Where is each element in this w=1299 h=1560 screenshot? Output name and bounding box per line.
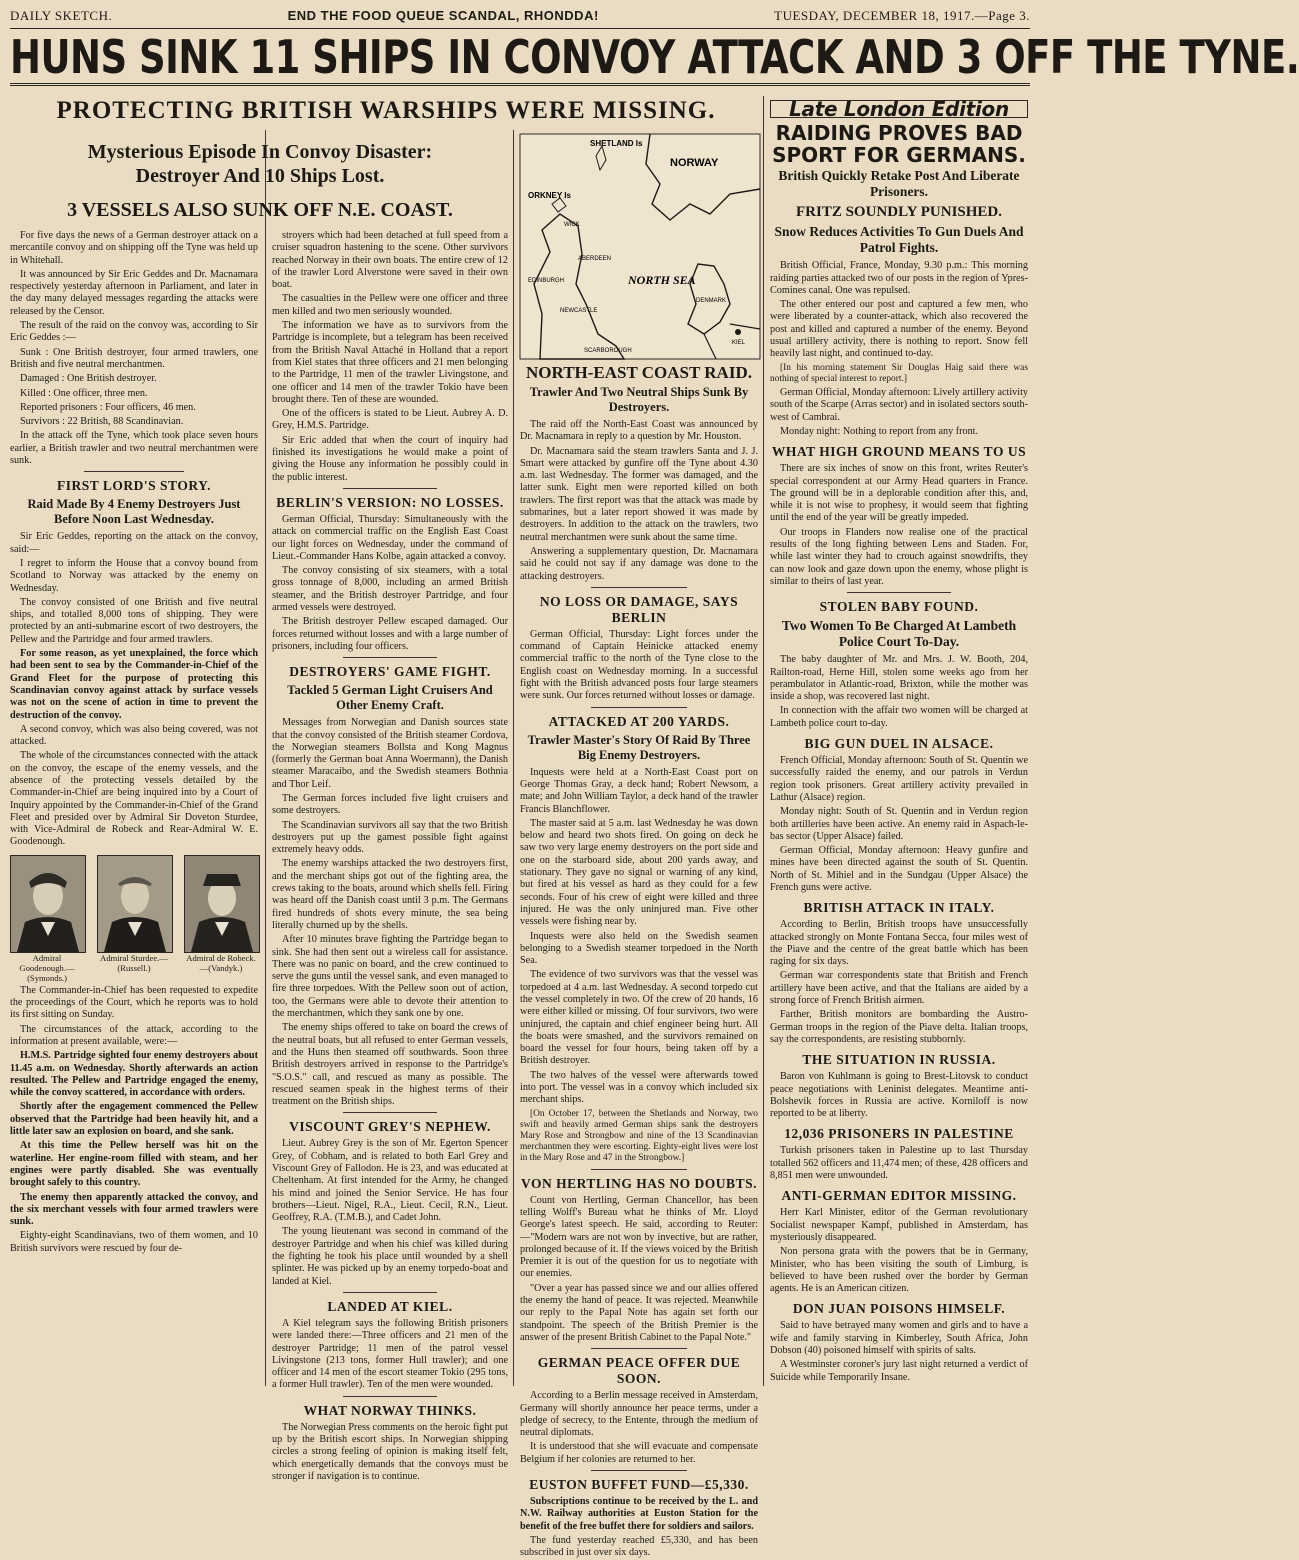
- article-paragraph: Monday night: South of St. Quentin and in Verdun region both artilleries have been active. An enemy raid in Aspach-le-bas sector (Upper Alsace) failed.: [770, 806, 1028, 842]
- column-1: [10, 230, 258, 1386]
- article-paragraph: In the attack off the Tyne, which took place seven hours earlier, a British trawler and two neutral merchantmen were sunk.: [10, 430, 258, 467]
- article-paragraph: The Scandinavian survivors all say that the two British destroyers put up the gamest possible fight against extremely heavy odds.: [272, 819, 508, 856]
- article-paragraph: The young lieutenant was second in command of the destroyer Partridge and when his chief was killed during the fighting he took his place until wounded by a shell splinter. He was picked up by an enemy torpedo-boat and landed at Kiel.: [272, 1226, 508, 1287]
- admiral-portraits: [10, 855, 258, 983]
- article-paragraph: The master said at 5 a.m. last Wednesday he was down below and heard two shots fired. On going on deck he saw two very large enemy destroyers on the port side and one on the starboard side, about 200 yards away, and stationary. They gave no signal or warning of any kind, but fired at his vessel as hard as they could for a few seconds. Four of his crew of eight were killed and three injured. He was the only uninjured man. Five other vessels were fishing near by.: [520, 817, 758, 928]
- article-paragraph: A Westminster coroner's jury last night returned a verdict of Suicide while Temporarily Insane.: [770, 1359, 1028, 1383]
- section-heading: ANTI-GERMAN EDITOR MISSING.: [781, 1188, 1017, 1204]
- map-label: SHETLAND Is: [590, 139, 643, 148]
- article-paragraph: German Official, Monday afternoon: Heavy gunfire and mines have been directed against the south of St. Quentin. North of St. Mihiel and in the Sundgau (Upper Alsace) the French guns were active.: [770, 845, 1028, 893]
- admiral-portrait-image: [97, 855, 173, 953]
- divider: [591, 1169, 686, 1170]
- article-paragraph: H.M.S. Partridge sighted four enemy destroyers about 11.45 a.m. on Wednesday. Shortly afterwards an action resulted. The Pellew and Partridge engaged the enemy, while the convoy scattered, in accordance with orders.: [10, 1050, 258, 1099]
- map-label: NORTH SEA: [628, 273, 696, 287]
- section-heading: THE SITUATION IN RUSSIA.: [802, 1052, 996, 1068]
- article-grid: [10, 96, 1030, 1559]
- section-heading: 12,036 PRISONERS IN PALESTINE: [784, 1126, 1014, 1142]
- section-heading: ATTACKED AT 200 YARDS.: [548, 713, 730, 729]
- lead-deck: Mysterious Episode In Convoy Disaster: Destroyer And 10 Ships Lost.: [87, 141, 433, 187]
- article-paragraph: German war correspondents state that British and French artillery have been active, and that the Italians are aided by a strong force of French British airmen.: [770, 970, 1028, 1007]
- banner-headline: HUNS SINK 11 SHIPS IN CONVOY ATTACK AND 3 OFF THE TYNE.: [10, 30, 1299, 85]
- section-heading: GERMAN PEACE OFFER DUE SOON.: [537, 1355, 741, 1387]
- section-heading: EUSTON BUFFET FUND—£5,330.: [529, 1477, 749, 1493]
- divider: [84, 471, 183, 472]
- divider: [343, 488, 437, 489]
- article-paragraph: Lieut. Aubrey Grey is the son of Mr. Egerton Spencer Grey, of Cobham, and is related to both Earl Grey and Viscount Grey of Fallodon. He is 23, and was educated at Cheltenham. At first intended for the Army, he changed his mind and joined the Senior Service. He has four brothers—Lieut. Nigel, R.A., Lieut. Cecil, R.N., Lieut. Geoffrey, R.A. (T.M.B.), and Cadet John.: [272, 1138, 508, 1224]
- article-paragraph: Farther, British monitors are bombarding the Austro-German troops in the region of the Piave delta. Italian troops, say the correspondents, are resisting stubbornly.: [770, 1009, 1028, 1045]
- article-paragraph: "Over a year has passed since we and our allies offered the enemy the hand of peace. It was rejected. Meanwhile our reply to the Papal Note has again set forth our standpoint. The speech of the British Premier is the answer of the present British Cabinet to the Papal Note.": [520, 1282, 758, 1343]
- lead-deck-block: [10, 132, 510, 222]
- section-heading: DON JUAN POISONS HIMSELF.: [792, 1301, 1006, 1317]
- article-paragraph: A second convoy, which was also being covered, was not attacked.: [10, 723, 258, 748]
- map-label: NEWCASTLE: [560, 308, 598, 314]
- map-label: ABERDEEN: [578, 256, 612, 262]
- paper-name: DAILY SKETCH.: [10, 8, 113, 23]
- article-paragraph: Inquests were held at a North-East Coast port on George Thomas Gray, a deck hand; Robert Newsom, a mate; and John William Taylor, a deck hand of the trawler Francis Blanchflower.: [520, 766, 758, 815]
- issue-date: TUESDAY, DECEMBER 18, 1917.—Page 3.: [774, 8, 1030, 23]
- article-paragraph: Turkish prisoners taken in Palestine up to last Thursday totalled 562 officers and 11,474 men; of these, 428 officers and 8,851 men were unwounded.: [770, 1145, 1028, 1182]
- article-paragraph: The Commander-in-Chief has been requested to expedite the proceedings of the Court, which he reports was to hold its first sitting on Sunday.: [10, 984, 258, 1021]
- column-rule: [265, 130, 266, 1386]
- section-subheading: Two Women To Be Charged At Lambeth Police Court To-Day.: [781, 618, 1017, 650]
- section-heading: FRITZ SOUNDLY PUNISHED.: [795, 204, 1002, 221]
- column-4: [770, 97, 1029, 1386]
- article-paragraph: There are six inches of snow on this front, writes Reuter's special correspondent at our Army Head quarters in France. The ground will be in a deplorable condition after this, and, while it is not wise to prophesy, it would seem that fighting until the end of the year will be greatly impeded.: [770, 463, 1028, 524]
- article-paragraph: British Official, France, Monday, 9.30 p.m.: This morning raiding parties attacked two of our posts in the region of Ypres-Comines canal. One was repulsed.: [770, 260, 1028, 296]
- column-2: [272, 230, 508, 1482]
- section-heading: STOLEN BABY FOUND.: [819, 599, 979, 615]
- masthead-rule: [10, 28, 1030, 29]
- article-paragraph: The result of the raid on the convoy was, according to Sir Eric Geddes :—: [10, 320, 258, 344]
- article-paragraph: Herr Karl Minister, editor of the German revolutionary Socialist newspaper Kampf, published in Amsterdam, has mysteriously disappeared.: [770, 1207, 1028, 1243]
- masthead-slogan: END THE FOOD QUEUE SCANDAL, RHONDDA!: [287, 8, 599, 23]
- article-paragraph: One of the officers is stated to be Lieut. Aubrey A. D. Grey, H.M.S. Partridge.: [272, 408, 508, 432]
- section-subheading: Trawler Master's Story Of Raid By Three Big Enemy Destroyers.: [527, 732, 751, 762]
- portrait-caption: Admiral Goodenough.—(Symonds.): [19, 952, 75, 983]
- article-paragraph: The two halves of the vessel were afterwards towed into port. The vessel was in a convoy which included six merchant ships.: [520, 1069, 758, 1106]
- portrait-goodenough: [10, 855, 84, 983]
- lead-headline-block: [10, 96, 762, 126]
- article-paragraph: The enemy then apparently attacked the convoy, and the six merchant vessels with four armed trawlers were sunk.: [10, 1191, 258, 1228]
- article-paragraph: Baron von Kuhlmann is going to Brest-Litovsk to conduct peace negotiations with Leninist delegates. Meantime anti-Bolshevik forces in Russia are active. Korniloff is now reported to be at liberty.: [770, 1071, 1028, 1120]
- article-paragraph: The raid off the North-East Coast was announced by Dr. Macnamara in reply to a question by Mr. Houston.: [520, 419, 758, 443]
- article-paragraph: Eighty-eight Scandinavians, two of them women, and 10 British survivors were rescued by four de-: [10, 1230, 258, 1254]
- section-heading: BERLIN'S VERSION: NO LOSSES.: [276, 494, 504, 510]
- article-paragraph: In connection with the affair two women will be charged at Lambeth police court to-day.: [770, 705, 1028, 729]
- article-paragraph: Sir Eric Geddes, reporting on the attack on the convoy, said:—: [10, 531, 258, 555]
- article-paragraph: According to a Berlin message received in Amsterdam, Germany will shortly announce her peace terms, under a pledge of secrecy, to the Entente, through the medium of neutral diplomats.: [520, 1390, 758, 1439]
- section-subheading: Raid Made By 4 Enemy Destroyers Just Before Noon Last Wednesday.: [27, 497, 241, 527]
- divider: [343, 1396, 437, 1397]
- article-paragraph: Answering a supplementary question, Dr. Macnamara said he could not say if any damage was done to the attacking destroyers.: [520, 545, 758, 582]
- article-paragraph: stroyers which had been detached at full speed from a cruiser squadron hastening to the scene. Other survivors reached Norway in their own boats. The entire crew of 12 of the trawler Lord Alverstone were saved in their own boat.: [272, 230, 508, 291]
- divider: [847, 592, 950, 593]
- section-heading: VISCOUNT GREY'S NEPHEW.: [289, 1119, 491, 1135]
- article-paragraph: Inquests were also held on the Swedish seamen belonging to a Swedish steamer torpedoed in the North Sea.: [520, 930, 758, 967]
- article-paragraph: I regret to inform the House that a convoy bound from Scotland to Norway was attacked by the enemy on Wednesday.: [10, 557, 258, 594]
- portrait-caption: Admiral Sturdee.—(Russell.): [100, 952, 168, 973]
- article-paragraph: [In his morning statement Sir Douglas Haig said there was nothing of special interest to report.]: [770, 362, 1028, 384]
- admiral-portrait-image: [184, 855, 260, 953]
- section-heading: WHAT HIGH GROUND MEANS TO US: [771, 444, 1027, 460]
- article-paragraph: Non persona grata with the powers that be in Germany, Minister, who has been visiting the south of Limburg, is believed to have been rushed over the border by German agents. He is an American citizen.: [770, 1246, 1028, 1295]
- article-paragraph: The casualties in the Pellew were one officer and three men killed and two men seriously wounded.: [272, 293, 508, 317]
- divider: [591, 707, 686, 708]
- article-paragraph: The Norwegian Press comments on the heroic fight put up by the British escort ships. In Norwegian shipping circles a strong feeling of opinion is making itself felt, which energetically demands that the convoys must be stronger if navigation is to continue.: [272, 1421, 508, 1482]
- article-paragraph: German Official, Thursday: Simultaneously with the attack on commercial traffic on the English East Coast our light forces on Wednesday, under the command of Lieut.-Commander Hans Kolbe, again attacked a convoy.: [272, 513, 508, 562]
- section-heading: DESTROYERS' GAME FIGHT.: [289, 664, 491, 680]
- edition-label: Late London Edition: [770, 100, 1028, 118]
- divider: [343, 1292, 437, 1293]
- map-label: ORKNEY Is: [528, 191, 571, 200]
- article-paragraph: Our troops in Flanders now realise one of the practical results of the long fighting between Lens and Staden. For, while last winter they had to crouch against snowdrifts, they can now look and gaze down upon the enemy, whose plight is similar to theirs of last year.: [770, 526, 1028, 587]
- article-paragraph: After 10 minutes brave fighting the Partridge began to sink. She had then sent out a wireless call for assistance. There was no panic on board, and the crew continued to serve the guns until the vessel sank, and even managed to fire three torpedoes. With the Pellew soon out of action, too, the Germans were able to devote their attention to the merchantmen, which they sank one by one.: [272, 934, 508, 1020]
- column-rule: [763, 96, 764, 1386]
- lead-headline: PROTECTING BRITISH WARSHIPS WERE MISSING.: [56, 97, 716, 124]
- section-heading: NORTH-EAST COAST RAID.: [526, 363, 752, 382]
- article-paragraph: [On October 17, between the Shetlands and Norway, two swift and heavily armed German ships sank the destroyers Mary Rose and Strongbow and nine of the 13 Scandinavian merchantmen they were escorting. Eighty-eight lives were lost in the Mary Rose and 47 in the Strongbow.]: [520, 1108, 758, 1164]
- article-paragraph: Count von Hertling, German Chancellor, has been telling Wolff's Bureau what he thinks of Mr. Lloyd George's latest speech. He said, according to Reuter:—"Modern wars are not won by invective, but are rather, prolonged because of it. If the views voiced by the British Premier it is out of the question for us to negotiate with our enemies.: [520, 1194, 758, 1280]
- section-heading: FIRST LORD'S STORY.: [57, 478, 211, 494]
- article-paragraph: The information we have as to survivors from the Partridge is incomplete, but a telegram has been received from the British Naval Attaché in Holland that a report from Kiel states that three officers and 21 men belonging to the Partridge, 11 men of the trawler Livingstone, and one officer and 14 men of the trawler Tokio have been brought there. Ten of these are wounded.: [272, 320, 508, 405]
- article-paragraph: Killed : One officer, three men.: [20, 387, 148, 399]
- article-paragraph: The German forces included five light cruisers and some destroyers.: [272, 792, 508, 817]
- admiral-portrait-image: [10, 855, 86, 953]
- column-3: [520, 134, 758, 1559]
- section-heading: BRITISH ATTACK IN ITALY.: [803, 900, 995, 916]
- map-label: EDINBURGH: [528, 278, 565, 284]
- north-sea-map: [520, 134, 760, 359]
- article-paragraph: The baby daughter of Mr. and Mrs. J. W. Booth, 204, Railton-road, Herne Hill, stolen some weeks ago from her perambulator in Atlantic-road, Brixton, while the mother was inside a shop, was recovered last night.: [770, 654, 1028, 703]
- article-paragraph: French Official, Monday afternoon: South of St. Quentin we successfully raided the enemy, and our patrols in Verdun region took prisoners. Great artillery activity prevailed in Lathur (Alsace) region.: [770, 755, 1028, 803]
- article-paragraph: Subscriptions continue to be received by the L. and N.W. Railway authorities at Euston Station for the benefit of the free buffet there for soldiers and sailors.: [520, 1496, 758, 1532]
- article-paragraph: The convoy consisted of one British and five neutral ships, and totalled 8,000 tons of shipping. They were protected by an anti-submarine escort of two destroyers, the Pellew and the Partridge and four armed trawlers.: [10, 596, 258, 645]
- article-paragraph: Said to have betrayed many women and girls and to have a wife and family starving in Kimberley, South Africa, John Dobson (40) poisoned himself with spirits of salts.: [770, 1320, 1028, 1356]
- section-heading: RAIDING PROVES BAD SPORT FOR GERMANS.: [772, 121, 1026, 168]
- article-paragraph: Dr. Macnamara said the steam trawlers Santa and J. J. Smart were attacked by gunfire off the Tyne about 4.30 a.m. last Wednesday. The former was damaged, and the latter sunk. Eight men were reported killed on both trawlers. The first report was that the attack was made by submarines, but a later report showed it was made by destroyers. In addition to the attack on the trawlers, two neutral merchantmen were sunk about the same time.: [520, 445, 758, 543]
- lead-subhead: 3 VESSELS ALSO SUNK OFF N.E. COAST.: [67, 199, 453, 221]
- portrait-caption: Admiral de Robeck.—(Vandyk.): [186, 952, 256, 973]
- section-heading: WHAT NORWAY THINKS.: [303, 1402, 477, 1418]
- map-label: KIEL: [732, 340, 746, 346]
- article-paragraph: Monday night: Nothing to report from any front.: [780, 425, 979, 437]
- section-heading: BIG GUN DUEL IN ALSACE.: [804, 736, 994, 752]
- section-heading: NO LOSS OR DAMAGE, SAYS BERLIN: [539, 593, 739, 625]
- divider: [591, 587, 686, 588]
- article-paragraph: The fund yesterday reached £5,330, and has been subscribed in just over six days.: [520, 1534, 758, 1559]
- article-paragraph: The circumstances of the attack, according to the information at present available, were:—: [10, 1023, 258, 1047]
- article-paragraph: At this time the Pellew herself was hit on the waterline. Her engine-room filled with steam, and her engines were partly disabled. She was eventually brought safely to this country.: [10, 1140, 258, 1189]
- article-paragraph: For some reason, as yet unexplained, the force which had been sent to sea by the Commander-in-Chief of the Grand Fleet for the purpose of protecting this Scandinavian convoy against attack by surface vessels was not on the scene of action in time to prevent the destruction of the convoy.: [10, 648, 258, 721]
- article-paragraph: The whole of the circumstances connected with the attack on the convoy, the escape of the enemy vessels, and the absence of the protecting vessels detailed by the Commander-in-Chief are being inquired into by a Court of Inquiry appointed by the Commander-in-Chief of the Grand Fleet and presided over by Admiral Sir Doveton Sturdee, with Vice-Admiral de Robeck and Rear-Admiral W. E. Goodenough.: [10, 750, 258, 848]
- article-paragraph: Messages from Norwegian and Danish sources state that the convoy consisted of the British steamer Cordova, the Norwegian steamers Bollsta and Kong Magnus (formerly the German boat Anna Woermann), the Danish steamer Maracaibo, and the Swedish steamers Bothnia and Thor Leif.: [272, 717, 508, 790]
- divider: [591, 1470, 686, 1471]
- article-paragraph: Shortly after the engagement commenced the Pellew observed that the Partridge had been heavily hit, and a little later saw an explosion on board, and she sank.: [10, 1101, 258, 1138]
- article-paragraph: Sunk : One British destroyer, four armed trawlers, one British and five neutral merchantmen.: [10, 346, 258, 370]
- article-paragraph: According to Berlin, British troops have unsuccessfully attacked strongly on Monte Fontana Secca, four miles west of the Piave and the centre of the great battle which has been raging for six days.: [770, 919, 1028, 968]
- section-heading: LANDED AT KIEL.: [327, 1298, 453, 1314]
- article-paragraph: German Official, Monday afternoon: Lively artillery activity south of the Scarpe (Arras sector) and in isolated sectors south-west of Cambrai.: [770, 387, 1029, 423]
- article-paragraph: Reported prisoners : Four officers, 46 men.: [20, 401, 196, 413]
- article-paragraph: The other entered our post and captured a few men, who were liberated by a counter-attack, which also recovered the post and killed and captured a number of the enemy. Beyond usual artillery activity, there is nothing to report. Snow fell heavily last night, and continued to-day.: [770, 299, 1028, 360]
- section-heading: VON HERTLING HAS NO DOUBTS.: [521, 1175, 757, 1191]
- map-label: NORWAY: [670, 157, 719, 169]
- article-paragraph: For five days the news of a German destroyer attack on a mercantile convoy and on shipping off the Tyne was held up in Whitehall.: [10, 230, 258, 266]
- article-paragraph: It was announced by Sir Eric Geddes and Dr. Macnamara respectively yesterday afternoon in Parliament, and later in the day many delayed messages regarding the attacks were released by the Censor.: [10, 268, 258, 317]
- masthead: [10, 8, 1030, 26]
- article-paragraph: It is understood that she will evacuate and compensate Belgium if her colonies are returned to her.: [520, 1441, 758, 1465]
- divider: [343, 657, 437, 658]
- article-paragraph: The convoy consisting of six steamers, with a total gross tonnage of 8,000, including an armed British steamer, and the British destroyer Partridge, and four armed vessels were destroyed.: [272, 565, 508, 614]
- section-subheading: British Quickly Retake Post And Liberate Prisoners.: [778, 168, 1020, 200]
- article-paragraph: A Kiel telegram says the following British prisoners were landed there:—Three officers and 21 men of the destroyer Partridge; 11 men of the patrol vessel Livingstone (213 tons, former Hull trawler); and one officer and 14 men of the escort steamer Tokio (295 tons, a former Hull trawler). Ten of the men were wounded.: [272, 1317, 508, 1391]
- section-subheading: Tackled 5 German Light Cruisers And Other Enemy Craft.: [287, 683, 493, 713]
- map-label: SCARBOROUGH: [584, 348, 632, 354]
- article-paragraph: Damaged : One British destroyer.: [20, 373, 157, 385]
- article-paragraph: Sir Eric added that when the court of inquiry had finished its investigations he would make a point of giving the House any information he possibly could in the public interest.: [272, 434, 508, 483]
- divider: [591, 1348, 686, 1349]
- column-rule: [513, 130, 514, 1386]
- divider: [343, 1112, 437, 1113]
- portrait-sturdee: [97, 855, 171, 983]
- article-paragraph: The British destroyer Pellew escaped damaged. Our forces returned without losses and with a large number of prisoners, including four officers.: [272, 616, 508, 652]
- article-paragraph: The evidence of two survivors was that the vessel was torpedoed at 4 a.m. last Wednesday. A second torpedo cut the vessel completely in two. Of the crew of 20 hands, 16 were either killed or missing. Of four survivors, two were uninjured, the captain and chief engineer being hurt. All the boats were smashed, and the survivors remained on board the vessel for four hours, being taken off by a British destroyer.: [520, 969, 758, 1067]
- section-subheading: Snow Reduces Activities To Gun Duels And Patrol Fights.: [774, 224, 1024, 256]
- article-paragraph: Survivors : 22 British, 88 Scandinavian.: [20, 416, 184, 428]
- article-paragraph: German Official, Thursday: Light forces under the command of Captain Heinicke attacked enemy commercial traffic to the north of the Tyne close to the English coast on Wednesday morning. In a successful fight with the British advanced posts four large steamers were sunk. Our forces returned without losses or damage.: [520, 628, 758, 702]
- article-paragraph: The enemy warships attacked the two destroyers first, and the merchant ships got out of the fighting area, the crews taking to the boats, around which shells fell. Firing was heard off the Danish coast until 3 p.m. The Germans fired hundreds of shots every minute, the sea being literally churned up by the shells.: [272, 858, 508, 931]
- map-label: WICK: [564, 222, 580, 228]
- portrait-de-robeck: [184, 855, 258, 983]
- article-paragraph: The enemy ships offered to take on board the crews of the neutral boats, but all refused to enter German vessels, and the Huns then steamed off southwards. Soon three British destroyers arrived in response to the Partridge's "S.O.S." call, and rescued as many as possible. The rescued seamen speak in the highest terms of their treatment on the British ships.: [272, 1022, 508, 1108]
- section-subheading: Trawler And Two Neutral Ships Sunk By Destroyers.: [529, 385, 749, 414]
- map-label: DENMARK: [696, 298, 727, 304]
